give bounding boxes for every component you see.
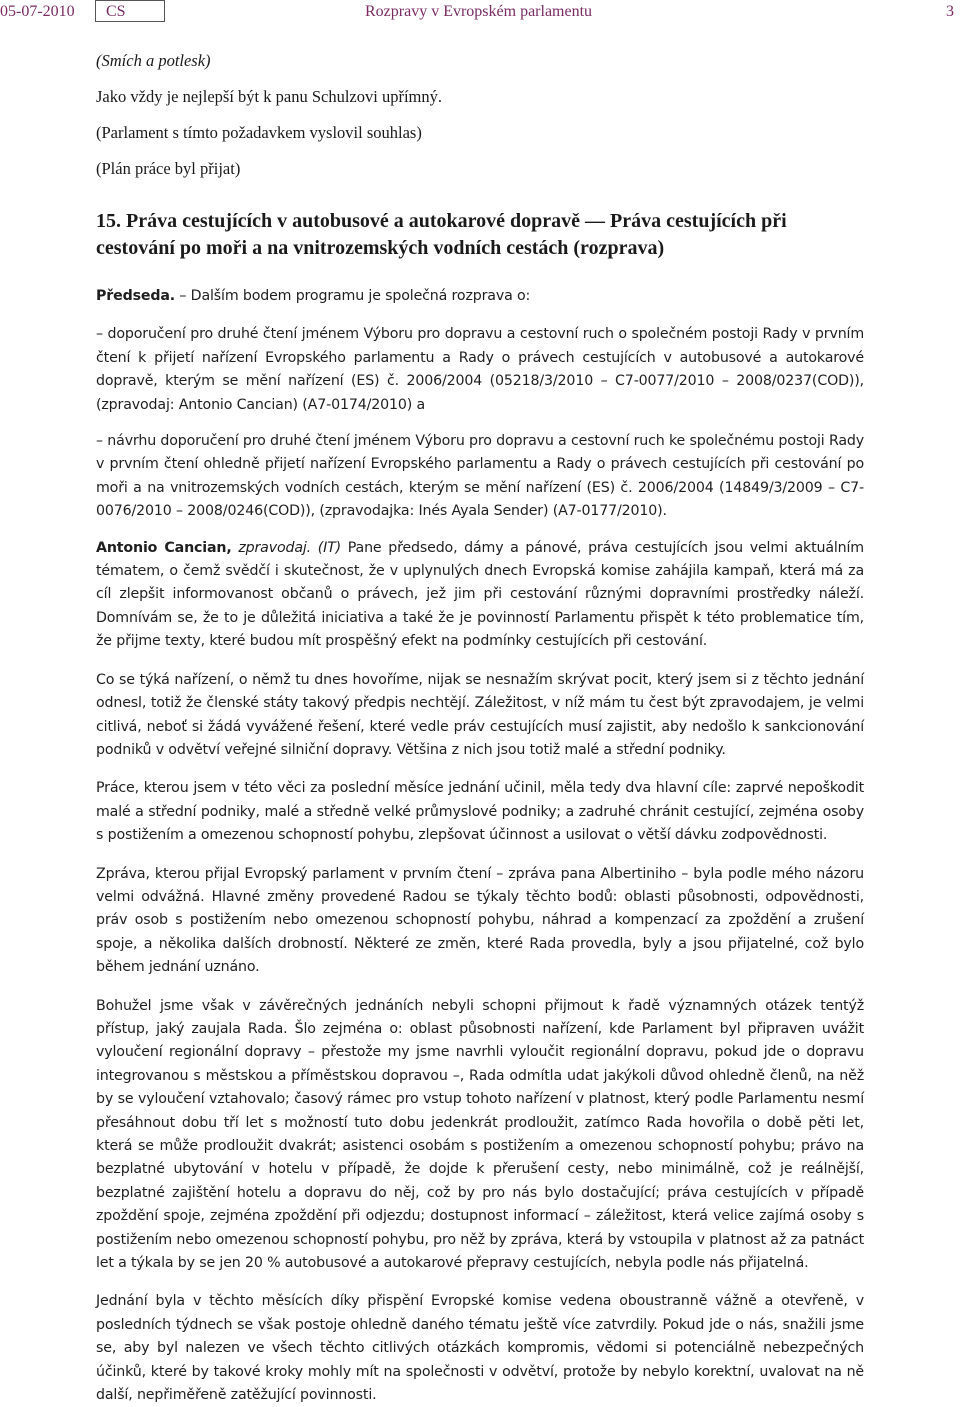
publication-title: Rozpravy v Evropském parlamentu (365, 3, 593, 20)
rapporteur-statement (96, 537, 864, 654)
rapporteur-role: zpravodaj. (231, 539, 312, 556)
remark-line: Jako vždy je nejlepší být k panu Schulzovi upřímný. (96, 87, 442, 106)
agenda-adopted-note: (Plán práce byl přijat) (96, 159, 241, 178)
page-header (0, 0, 960, 26)
speaker-name: Předseda. (96, 288, 176, 304)
president-statement (96, 285, 864, 308)
consent-note: (Parlament s tímto požadavkem vyslovil souhlas) (96, 123, 422, 142)
speech-paragraph: Bohužel jsme však v závěrečných jednáních nebyli schopni přijmout k řadě významných otázek tentýž přístup, jaký zaujala Rada. Šlo zejména o: oblast působnosti nařízení, kde Parlament byl připraven uvážit vyloučení regionální dopravy – přestože my jsme navrhli vyloučit regionální dopravu, pokud jde o dopravu integrovanou s městskou a příměstskou dopravou –, Rada odmítla udat jakýkoli důvod ohledně členů, na něž by se vyloučení vztahovalo; časový rámec pro vstup tohoto nařízení v platnost, který podle Parlamentu nesmí přesáhnout dobu tří let s možností tuto dobu jedenkrát prodloužit, zatímco Rada hovořila o době pěti let, která se může prodloužit dvakrát; asistenci osobám s postižením a omezenou schopností pohybu; právo na bezplatné ubytování v hotelu v případě, že dojde k přerušení cesty, nebo minimálně, což je reálnější, bezplatné zajištění hotelu a dopravu do něj, což by pro nás bylo dostačující; práva cestujících v případě zpoždění spoje, zejména zpoždění při odjezdu; dostupnost informací – záležitost, která velice zajímá osoby s postižením nebo omezenou schopností pohybu, pro něž by zpráva, která by vstoupila v platnost až za patnáct let a týkala by se jen 20 % autobusové a autokarové přepravy cestujících, nebyla podle nás přijatelná. (96, 997, 864, 1272)
agenda-item-heading: 15. Práva cestujících v autobusové a autokarové dopravě — Práva cestujících při cestování po moři a na vnitrozemských vodních cestách (rozprava) (96, 210, 787, 259)
agenda-item-2: – návrhu doporučení pro druhé čtení jménem Výboru pro dopravu a cestovní ruch ke společnému postoji Rady v prvním čtení ohledně přijetí nařízení Evropského parlamentu a Rady o právech cestujících při cestování po moři a na vnitrozemských vodních cestách, kterým se mění nařízení (ES) č. 2006/2004 (14849/3/2009 – C7-0076/2010 – 2008/0246(COD)), (zpravodajka: Inés Ayala Sender) (A7-0177/2010). (96, 433, 864, 520)
speech-paragraph: Práce, kterou jsem v této věci za poslední měsíce jednání učinil, měla tedy dva hlavní cíle: zaprvé nepoškodit malé a střední podniky, malé a středně velké průmyslové podniky; a zadruhé chránit cestující, zejména osoby s postižením a omezenou schopností pohybu, zlepšovat účinnost a usilovat o větší dávku zodpovědnosti. (96, 780, 864, 844)
agenda-item-1: – doporučení pro druhé čtení jménem Výboru pro dopravu a cestovní ruch o společném postoji Rady v prvním čtení k přijetí nařízení Evropského parlamentu a Rady o právech cestujících v autobusové a autokarové dopravě, kterým se mění nařízení (ES) č. 2006/2004 (05218/3/2010 – C7-0077/2010 – 2008/0237(COD)), (zpravodaj: Antonio Cancian) (A7-0174/2010) a (96, 326, 864, 413)
rapporteur-name: Antonio Cancian, (96, 539, 232, 556)
speech-paragraph: Jednání byla v těchto měsících díky přispění Evropské komise vedena oboustranně vážně a otevřeně, v posledních týdnech se však postoje ohledně daného tématu ještě více zatvrdily. Pokud jde o nás, snažili jsme se, aby byl nalezen ve všech těchto citlivých otázkách kompromis, vědomi si potenciálně nebezpečných účinků, které by takové kroky mohly mít na společnosti v odvětví, protože by nebylo korektní, uvalovat na ně další, nepřiměřeně zatěžující povinnosti. (96, 1293, 864, 1404)
page-body (96, 50, 864, 1407)
language-badge: CS (95, 0, 165, 22)
rapporteur-text: Pane předsedo, dámy a pánové, práva cestujících jsou velmi aktuálním tématem, o čemž svědčí i skutečnost, že v uplynulých dnech Evropská komise zahájila kampaň, která má za cíl zlepšit informovanost občanů o právech, jež jim při cestování různými dopravními prostředky náleží. Domnívám se, že to je důležitá iniciativa a také že je povinností Parlamentu přispět k této problematice tím, že přijme texty, které budou mít prospěšný efekt na podmínky cestujících při cestování. (96, 539, 864, 650)
speech-language: (IT) (311, 539, 342, 556)
header-date: 05-07-2010 (0, 3, 75, 20)
speech-paragraph: Co se týká nařízení, o němž tu dnes hovoříme, nijak se nesnažím skrývat pocit, který jsem si z těchto jednání odnesl, totiž že členské státy takový předpis nechtějí. Záležitost, v níž mám tu čest být zpravodajem, je velmi citlivá, neboť si žádá vyvážené řešení, které vedle práv cestujících musí zajistit, aby nedošlo k sankcionování podniků v odvětví veřejné silniční dopravy. Většina z nich jsou totiž malé a střední podniky. (96, 671, 864, 758)
president-text: – Dalším bodem programu je společná rozprava o: (175, 288, 531, 304)
speech-paragraph: Zpráva, kterou přijal Evropský parlament v prvním čtení – zpráva pana Albertiniho – byla podle mého názoru velmi odvážná. Hlavné změny provedené Radou se týkaly těchto bodů: oblasti působnosti, odpovědnosti, práv osob s postižením nebo omezenou schopností pohybu, náhrad a kompenzací za zpoždění a zrušení spoje, a několika dalších drobností. Některé ze změn, které Rada provedla, byly a jsou přijatelné, což bylo během jednání uznáno. (96, 865, 864, 976)
laughter-note: (Smích a potlesk) (96, 51, 211, 70)
page-number: 3 (946, 3, 954, 20)
